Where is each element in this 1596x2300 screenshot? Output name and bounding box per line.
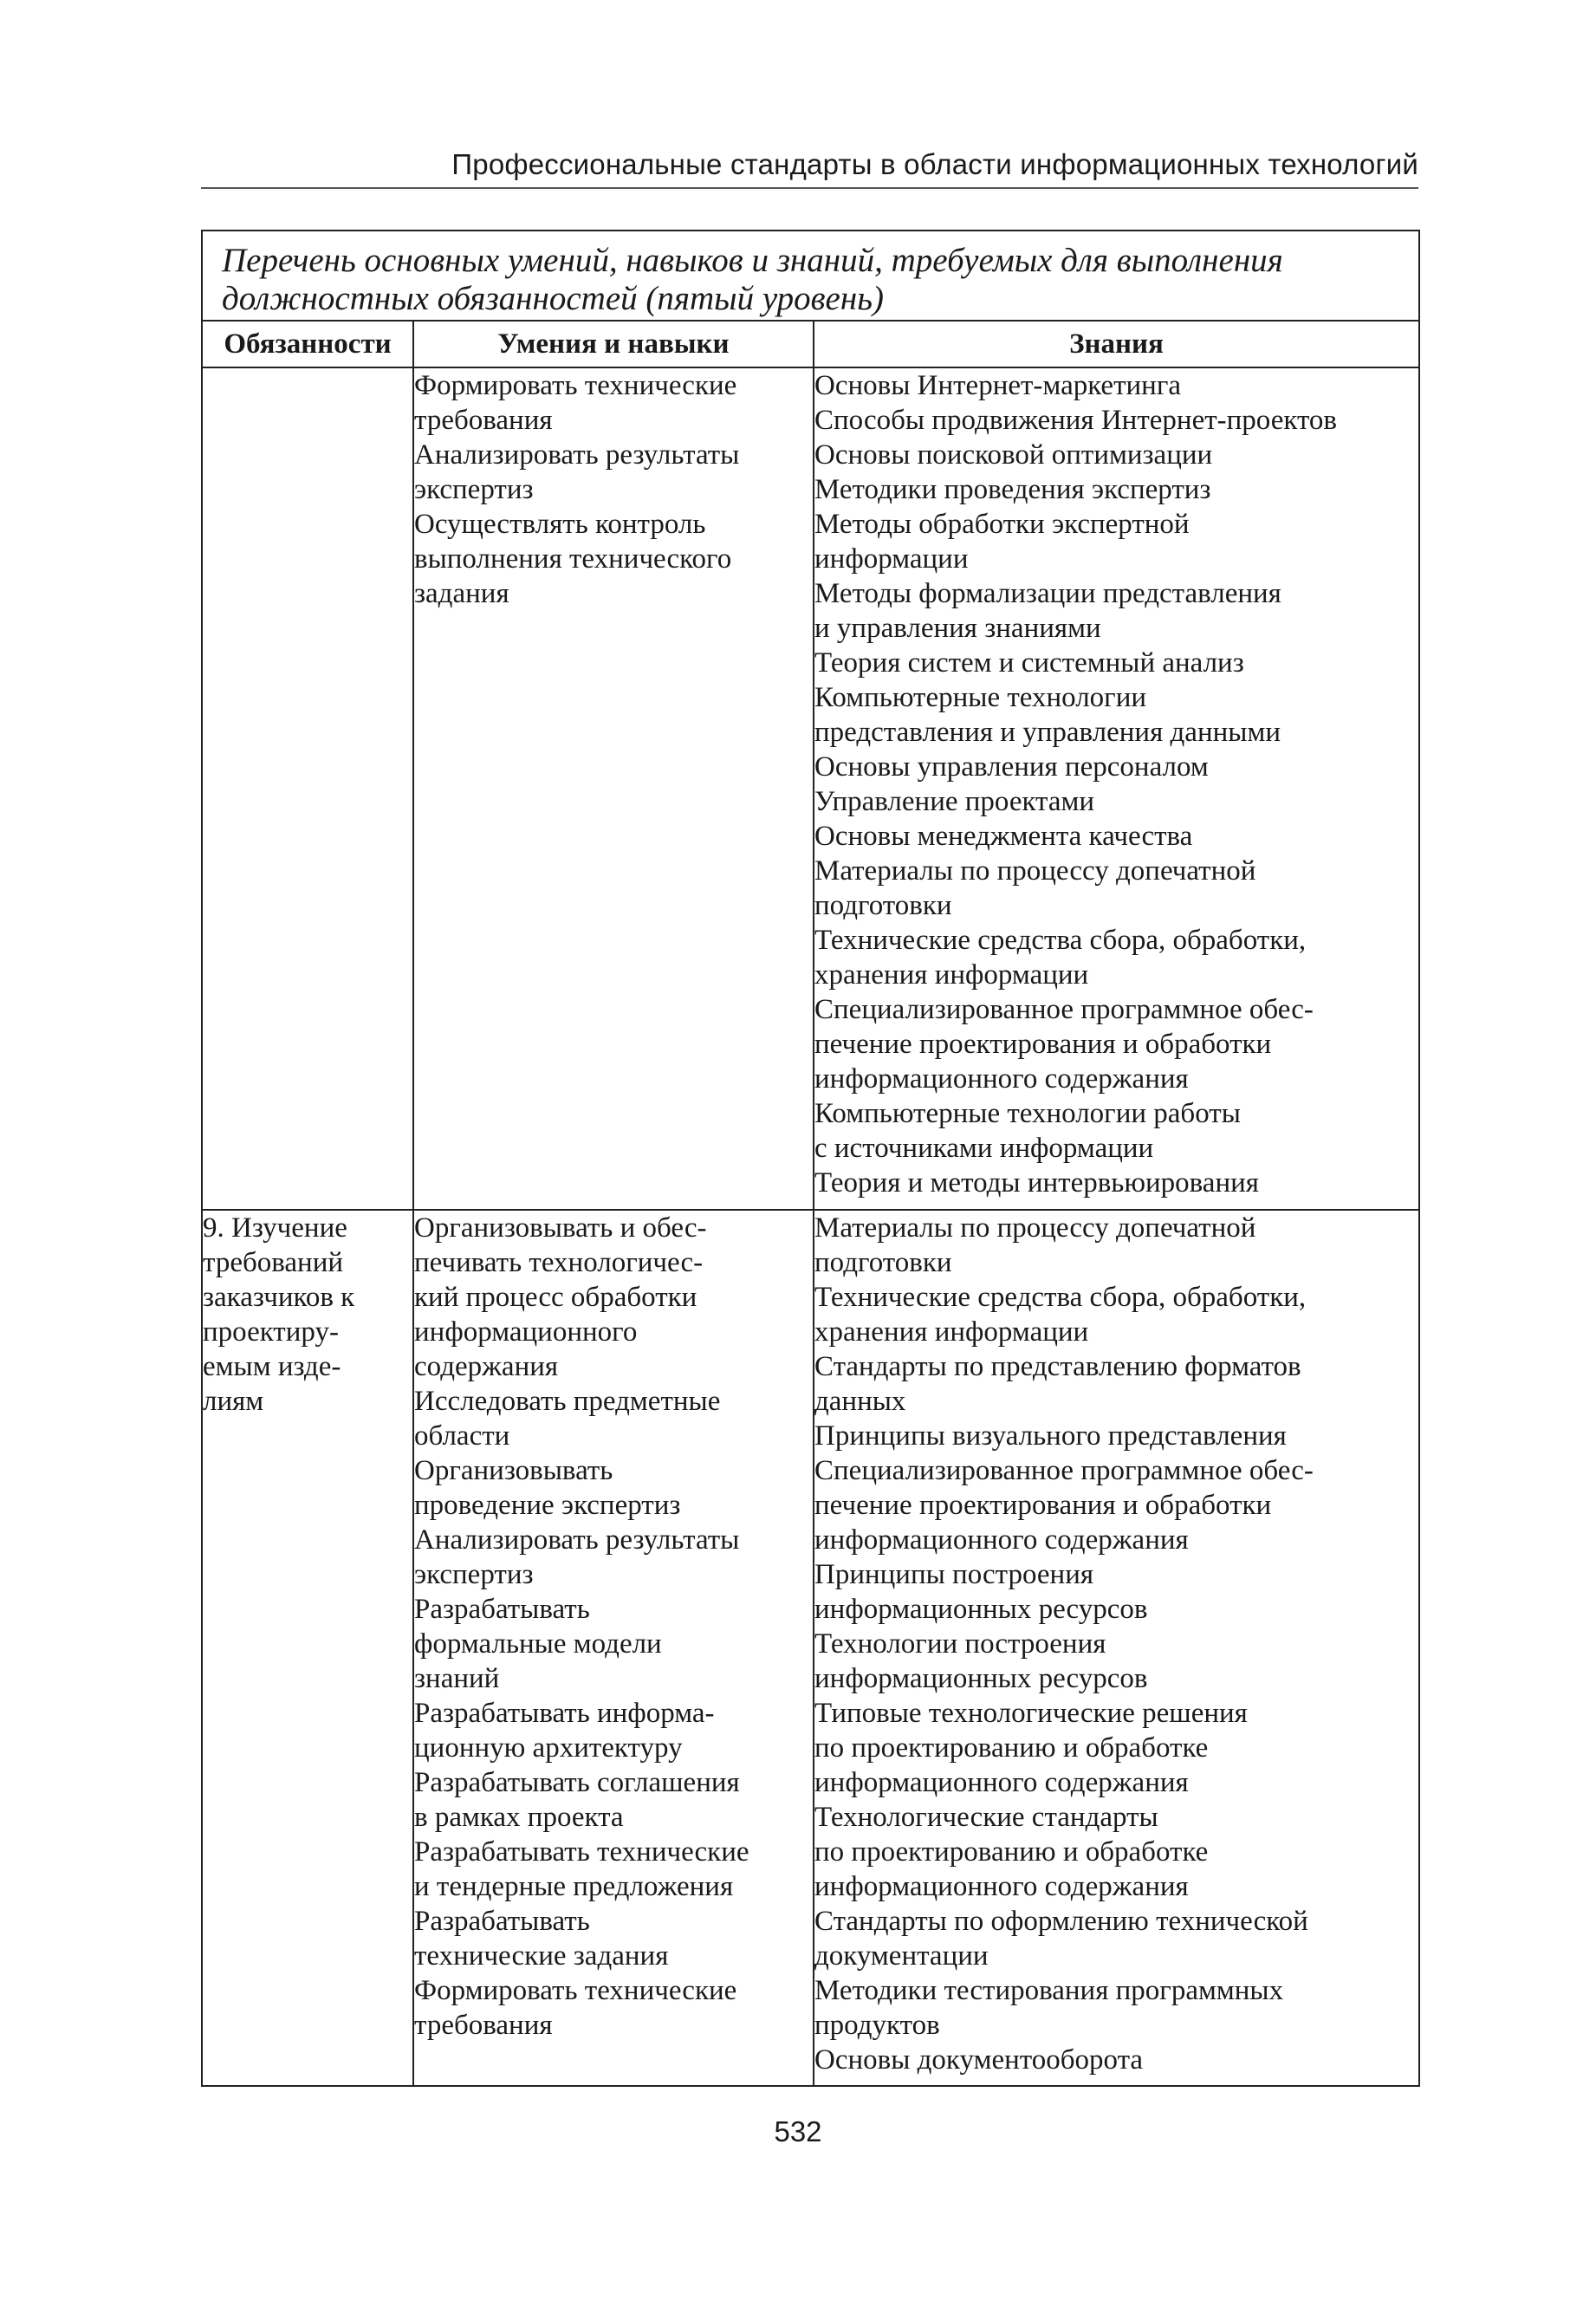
cell-line: информационного содержания — [814, 1871, 1189, 1902]
cell-line: Разрабатывать технические — [414, 1836, 749, 1868]
cell-line: задания — [414, 578, 509, 609]
caption-line: Перечень основных умений, навыков и знаний, требуемых для выполнения — [222, 242, 1283, 279]
cell-line: Принципы визуального представления — [814, 1420, 1287, 1452]
cell-line: представления и управления данными — [814, 717, 1281, 748]
cell-line: Исследовать предметные — [414, 1386, 721, 1417]
cell-line: Методики проведения экспертиз — [814, 474, 1211, 505]
cell-line: технические задания — [414, 1940, 669, 1972]
cell-line: информационного содержания — [814, 1063, 1189, 1095]
cell-line: проведение экспертиз — [414, 1490, 681, 1521]
competency-table — [201, 230, 1420, 2087]
cell-line: Стандарты по представлению форматов — [814, 1351, 1301, 1382]
column-header-duties: Обязанности — [202, 321, 413, 367]
cell-line: информационных ресурсов — [814, 1594, 1148, 1625]
cell-line: документации — [814, 1940, 989, 1972]
duty-cell — [202, 1210, 413, 2086]
cell-line: Компьютерные технологии работы — [814, 1098, 1241, 1129]
cell-line: и управления знаниями — [814, 613, 1101, 644]
cell-line: Основы Интернет-маркетинга — [814, 370, 1182, 401]
cell-line: Разрабатывать соглашения — [414, 1767, 740, 1798]
cell-line: 9. Изучение — [203, 1212, 347, 1244]
table-row — [202, 1210, 1419, 2086]
page-number: 532 — [774, 2115, 822, 2147]
cell-line: заказчиков к — [203, 1282, 355, 1313]
cell-line: продуктов — [814, 2010, 940, 2041]
cell-line: по проектированию и обработке — [814, 1732, 1209, 1764]
table-caption — [202, 231, 1419, 321]
cell-line: Разрабатывать информа- — [414, 1698, 715, 1729]
cell-line: хранения информации — [814, 959, 1089, 991]
column-header-row — [202, 321, 1419, 367]
header-divider — [201, 187, 1418, 189]
cell-line: Основы документооборота — [814, 2044, 1144, 2076]
cell-line: подготовки — [814, 1247, 952, 1278]
cell-line: информационных ресурсов — [814, 1663, 1148, 1694]
cell-line: печение проектирования и обработки — [814, 1029, 1272, 1060]
cell-line: информационного содержания — [814, 1524, 1189, 1556]
skills-cell — [413, 1210, 814, 2086]
cell-line: Разрабатывать — [414, 1906, 590, 1937]
cell-line: и тендерные предложения — [414, 1871, 734, 1902]
cell-line: лиям — [203, 1386, 264, 1417]
cell-line: экспертиз — [414, 474, 534, 505]
cell-line: Формировать технические — [414, 370, 737, 401]
cell-line: Формировать технические — [414, 1975, 737, 2006]
cell-line: требований — [203, 1247, 344, 1278]
cell-line: информационного — [414, 1316, 638, 1348]
knowledge-cell — [814, 1210, 1419, 2086]
cell-line: информационного содержания — [814, 1767, 1189, 1798]
table-row — [202, 367, 1419, 1210]
cell-line: информации — [814, 543, 969, 575]
cell-line: знаний — [414, 1663, 500, 1694]
cell-line: Организовывать — [414, 1455, 613, 1486]
cell-line: требования — [414, 2010, 553, 2041]
cell-line: Основы управления персоналом — [814, 751, 1209, 783]
cell-line: Методики тестирования программных — [814, 1975, 1284, 2006]
cell-line: подготовки — [814, 890, 952, 921]
cell-line: экспертиз — [414, 1559, 534, 1590]
cell-line: Осуществлять контроль — [414, 509, 706, 540]
cell-line: требования — [414, 405, 553, 436]
caption-line: должностных обязанностей (пятый уровень) — [222, 280, 884, 317]
knowledge-cell — [814, 367, 1419, 1210]
cell-line: в рамках проекта — [414, 1802, 624, 1833]
cell-line: Организовывать и обес- — [414, 1212, 707, 1244]
cell-line: формальные модели — [414, 1628, 662, 1660]
cell-line: выполнения технического — [414, 543, 732, 575]
cell-line: Анализировать результаты — [414, 1524, 740, 1556]
cell-line: печивать технологичес- — [414, 1247, 704, 1278]
cell-line: Типовые технологические решения — [814, 1698, 1248, 1729]
cell-line: Теория и методы интервьюирования — [814, 1167, 1259, 1199]
cell-line: Принципы построения — [814, 1559, 1094, 1590]
cell-line: Разрабатывать — [414, 1594, 590, 1625]
cell-line: Теория систем и системный анализ — [814, 647, 1244, 679]
cell-line: хранения информации — [814, 1316, 1089, 1348]
cell-line: Специализированное программное обес- — [814, 1455, 1314, 1486]
cell-line: области — [414, 1420, 510, 1452]
cell-line: Компьютерные технологии — [814, 682, 1147, 713]
column-header-knowledge: Знания — [814, 321, 1419, 367]
cell-line: по проектированию и обработке — [814, 1836, 1209, 1868]
skills-cell — [413, 367, 814, 1210]
cell-line: Материалы по процессу допечатной — [814, 1212, 1256, 1244]
cell-line: содержания — [414, 1351, 559, 1382]
cell-line: Специализированное программное обес- — [814, 994, 1314, 1025]
cell-line: Технические средства сбора, обработки, — [814, 925, 1307, 956]
cell-line: кий процесс обработки — [414, 1282, 697, 1313]
cell-line: Методы формализации представления — [814, 578, 1281, 609]
cell-line: Методы обработки экспертной — [814, 509, 1190, 540]
running-header: Профессиональные стандарты в области информационных технологий — [451, 148, 1418, 180]
cell-line: Технологические стандарты — [814, 1802, 1158, 1833]
cell-line: ционную архитектуру — [414, 1732, 683, 1764]
cell-line: Анализировать результаты — [414, 439, 740, 471]
cell-line: Стандарты по оформлению технической — [814, 1906, 1308, 1937]
cell-line: данных — [814, 1386, 906, 1417]
duty-cell — [202, 367, 413, 1210]
cell-line: печение проектирования и обработки — [814, 1490, 1272, 1521]
column-header-skills: Умения и навыки — [413, 321, 814, 367]
table-caption-row — [202, 231, 1419, 321]
cell-line: Материалы по процессу допечатной — [814, 855, 1256, 887]
cell-line: Технологии построения — [814, 1628, 1106, 1660]
cell-line: Способы продвижения Интернет-проектов — [814, 405, 1338, 436]
cell-line: с источниками информации — [814, 1133, 1154, 1164]
cell-line: Основы поисковой оптимизации — [814, 439, 1213, 471]
cell-line: Основы менеджмента качества — [814, 821, 1193, 852]
cell-line: Технические средства сбора, обработки, — [814, 1282, 1307, 1313]
cell-line: Управление проектами — [814, 786, 1095, 817]
cell-line: емым изде- — [203, 1351, 341, 1382]
cell-line: проектиру- — [203, 1316, 339, 1348]
